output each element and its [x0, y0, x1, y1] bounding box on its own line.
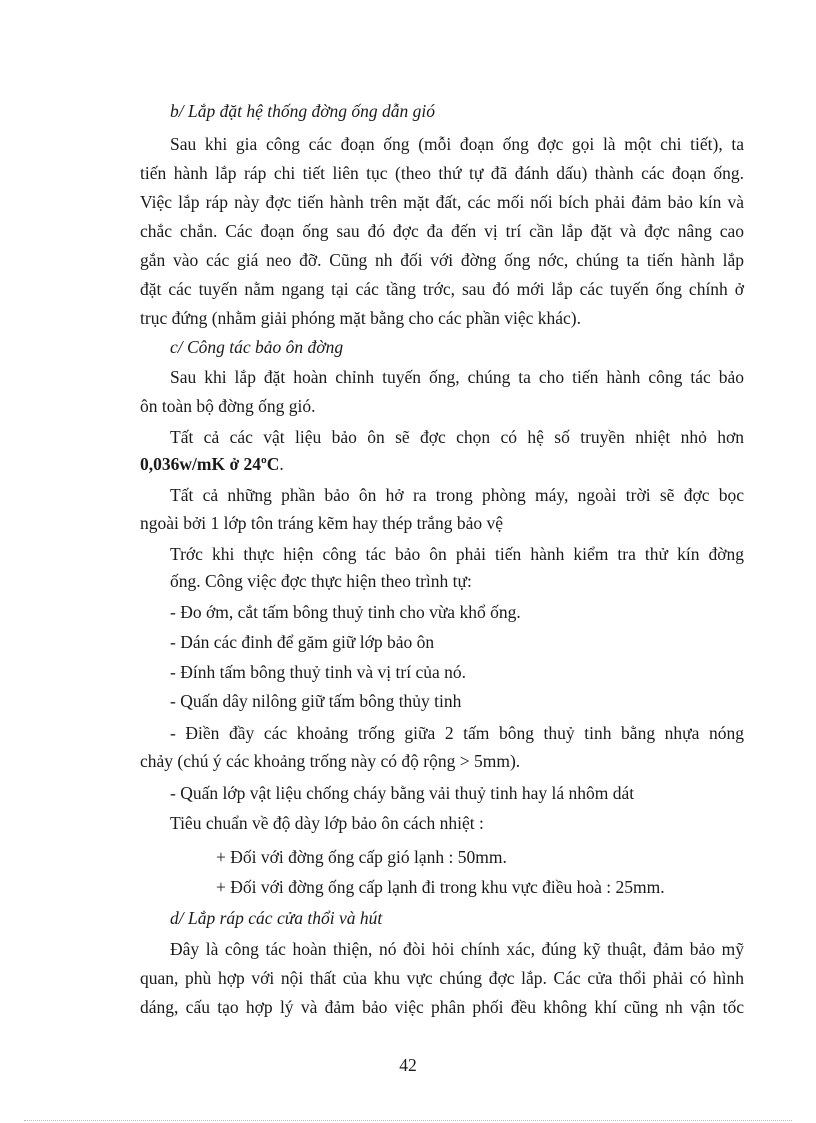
- procedure-step: - Đo ớm, cắt tấm bông thuỷ tinh cho vừa khổ ống.: [170, 602, 521, 622]
- procedure-step: - Quấn lớp vật liệu chống cháy bằng vải thuỷ tinh hay lá nhôm dát: [170, 783, 635, 803]
- procedure-step-continued: chảy (chú ý các khoảng trống này có độ rộng > 5mm).: [140, 751, 521, 771]
- paragraph-line: Tất cả các vật liệu bảo ôn sẽ đợc chọn có hệ số truyền nhiệt nhỏ hơn: [170, 427, 744, 447]
- paragraph-line: [140, 453, 744, 475]
- sentence-end: .: [279, 454, 284, 474]
- paragraph-line: Sau khi gia công các đoạn ống (mỗi đoạn ống đợc gọi là một chi tiết), ta: [170, 134, 744, 154]
- standard-title: Tiêu chuẩn về độ dày lớp bảo ôn cách nhiệt :: [170, 813, 484, 833]
- footer-rule: [24, 1120, 792, 1121]
- paragraph-line: Tất cả những phần bảo ôn hở ra trong phòng máy, ngoài trời sẽ đợc bọc: [170, 485, 744, 505]
- heading-c: c/ Công tác bảo ôn đờng: [170, 337, 344, 357]
- procedure-step: - Đính tấm bông thuỷ tinh và vị trí của nó.: [170, 662, 466, 682]
- paragraph-line: gắn vào các giá neo đỡ. Cũng nh đối với đờng ống nớc, chúng ta tiến hành lắp: [140, 250, 744, 270]
- paragraph-line: đặt các tuyến nằm ngang tại các tầng trớc, sau đó mới lắp các tuyến ống chính ở: [140, 279, 744, 299]
- paragraph-line: tiến hành lắp ráp chi tiết liên tục (theo thứ tự đã đánh dấu) thành các đoạn ống.: [140, 163, 744, 183]
- paragraph-line: quan, phù hợp với nội thất của khu vực chúng đợc lắp. Các cửa thổi phải có hình: [140, 968, 744, 988]
- standard-item: + Đối với đờng ống cấp gió lạnh : 50mm.: [216, 847, 507, 867]
- paragraph-line: ngoài bởi 1 lớp tôn tráng kẽm hay thép trắng bảo vệ: [140, 513, 504, 533]
- standard-item: + Đối với đờng ống cấp lạnh đi trong khu vực điều hoà : 25mm.: [216, 877, 665, 897]
- page-number: 42: [399, 1055, 417, 1075]
- paragraph-line: ôn toàn bộ đờng ống gió.: [140, 396, 316, 416]
- conductivity-value: 0,036w/mK ở 24ºC: [140, 454, 280, 474]
- paragraph-line: Trớc khi thực hiện công tác bảo ôn phải tiến hành kiểm tra thử kín đờng: [170, 544, 744, 564]
- paragraph-line: Sau khi lắp đặt hoàn chỉnh tuyến ống, chúng ta cho tiến hành công tác bảo: [170, 367, 744, 387]
- heading-d: d/ Lắp ráp các cửa thổi và hút: [170, 908, 383, 928]
- procedure-step: - Dán các đinh để găm giữ lớp bảo ôn: [170, 632, 435, 652]
- procedure-step: - Điền đầy các khoảng trống giữa 2 tấm bông thuỷ tinh bằng nhựa nóng: [170, 723, 744, 743]
- paragraph-line: ống. Công việc đợc thực hiện theo trình tự:: [170, 571, 472, 591]
- paragraph-line: Đây là công tác hoàn thiện, nó đòi hỏi chính xác, đúng kỹ thuật, đảm bảo mỹ: [170, 939, 744, 959]
- heading-b: b/ Lắp đặt hệ thống đờng ống dẫn gió: [170, 101, 436, 121]
- paragraph-line: dáng, cấu tạo hợp lý và đảm bảo việc phân phối đều không khí cũng nh vận tốc: [140, 997, 744, 1017]
- procedure-step: - Quấn dây nilông giữ tấm bông thủy tinh: [170, 691, 462, 711]
- paragraph-line: trục đứng (nhằm giải phóng mặt bằng cho các phần việc khác).: [140, 308, 581, 328]
- paragraph-line: chắc chắn. Các đoạn ống sau đó đợc đa đến vị trí cần lắp đặt và đợc nâng cao: [140, 221, 744, 241]
- paragraph-line: Việc lắp ráp này đợc tiến hành trên mặt đất, các mối nối bích phải đảm bảo kín và: [140, 192, 744, 212]
